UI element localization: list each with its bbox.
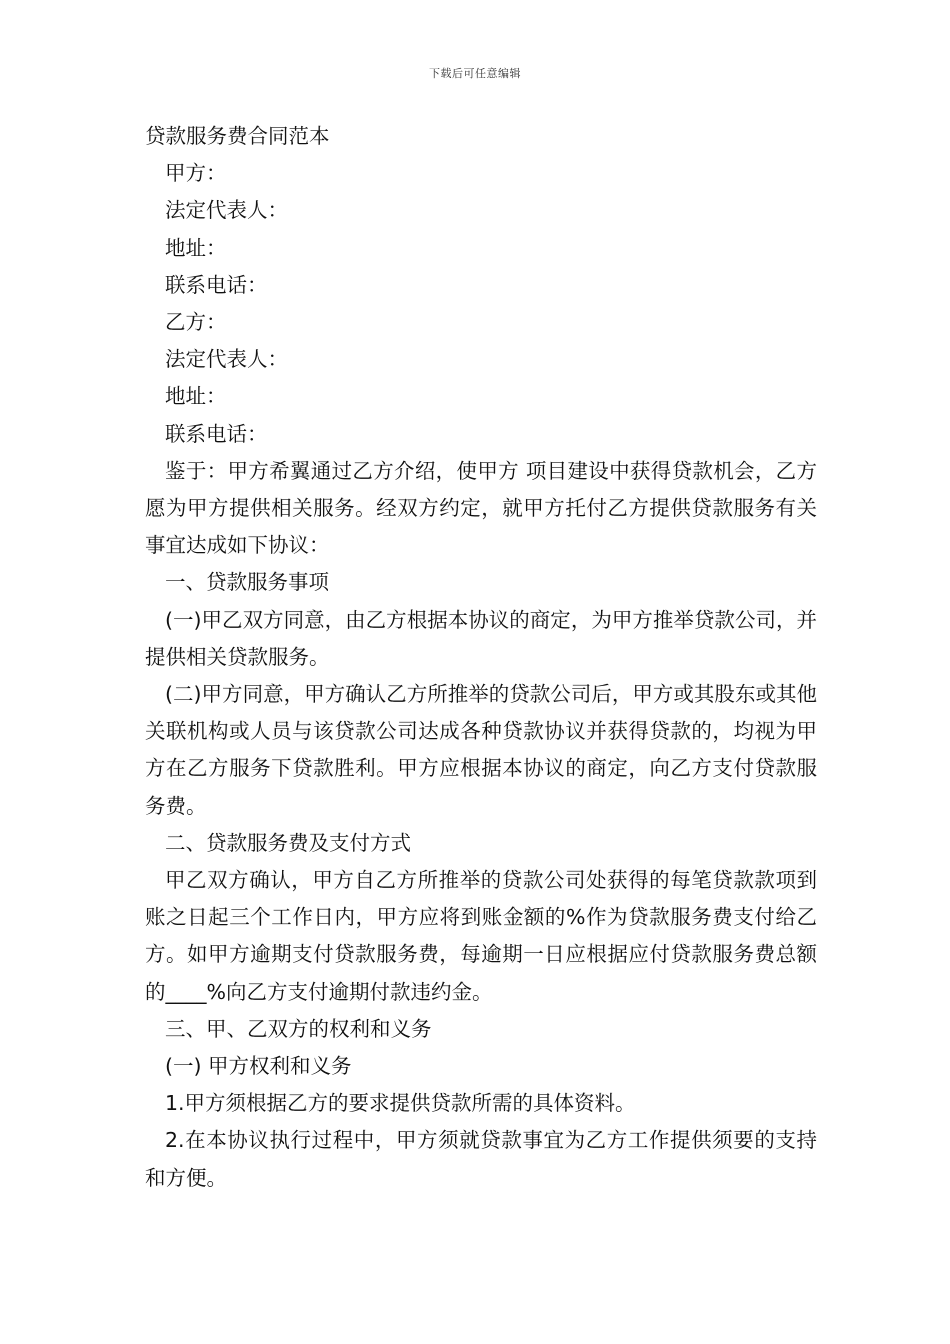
document-title: 贷款服务费合同范本: [145, 124, 330, 148]
section-3-item-2: 2.在本协议执行过程中，甲方须就贷款事宜为乙方工作提供须要的支持和方便。: [145, 1128, 817, 1190]
section-1-item-2: (二)甲方同意，甲方确认乙方所推举的贷款公司后，甲方或其股东或其他关联机构或人员与该贷款公司达成各种贷款协议并获得贷款的，均视为甲方在乙方服务下贷款胜利。甲方应根据本协议的商定，向乙方支付贷款服务费。: [145, 682, 817, 818]
section-3-title: 三、甲、乙双方的权利和义务: [165, 1016, 432, 1041]
party-b-representative: 法定代表人：: [165, 347, 288, 372]
party-a-representative: 法定代表人：: [165, 198, 288, 223]
section-3-item-1: 1.甲方须根据乙方的要求提供贷款所需的具体资料。: [165, 1091, 636, 1116]
party-b-phone: 联系电话：: [165, 421, 268, 446]
party-b-address: 地址：: [165, 384, 227, 409]
section-2-body: 甲乙双方确认，甲方自乙方所推举的贷款公司处获得的每笔贷款款项到账之日起三个工作日内，甲方应将到账金额的%作为贷款服务费支付给乙方。如甲方逾期支付贷款服务费，每逾期一日应根据应付贷款服务费总额的____%向乙方支付逾期付款违约金。: [145, 868, 817, 1004]
document-body: [145, 118, 817, 1197]
section-3-subsection-1: (一) 甲方权利和义务: [165, 1054, 352, 1079]
preamble-paragraph: 鉴于：甲方希翼通过乙方介绍，使甲方 项目建设中获得贷款机会，乙方愿为甲方提供相关服务。经双方约定，就甲方托付乙方提供贷款服务有关事宜达成如下协议：: [145, 458, 817, 558]
party-a-address: 地址：: [165, 235, 227, 260]
party-a-label: 甲方：: [165, 161, 227, 186]
section-1-item-1: (一)甲乙双方同意，由乙方根据本协议的商定，为甲方推举贷款公司，并提供相关贷款服务。: [145, 607, 817, 669]
party-b-label: 乙方：: [165, 310, 227, 335]
section-1-title: 一、贷款服务事项: [165, 570, 329, 595]
section-2-title: 二、贷款服务费及支付方式: [165, 830, 411, 855]
page-header-note: 下载后可任意编辑: [429, 67, 521, 80]
party-a-phone: 联系电话：: [165, 272, 268, 297]
